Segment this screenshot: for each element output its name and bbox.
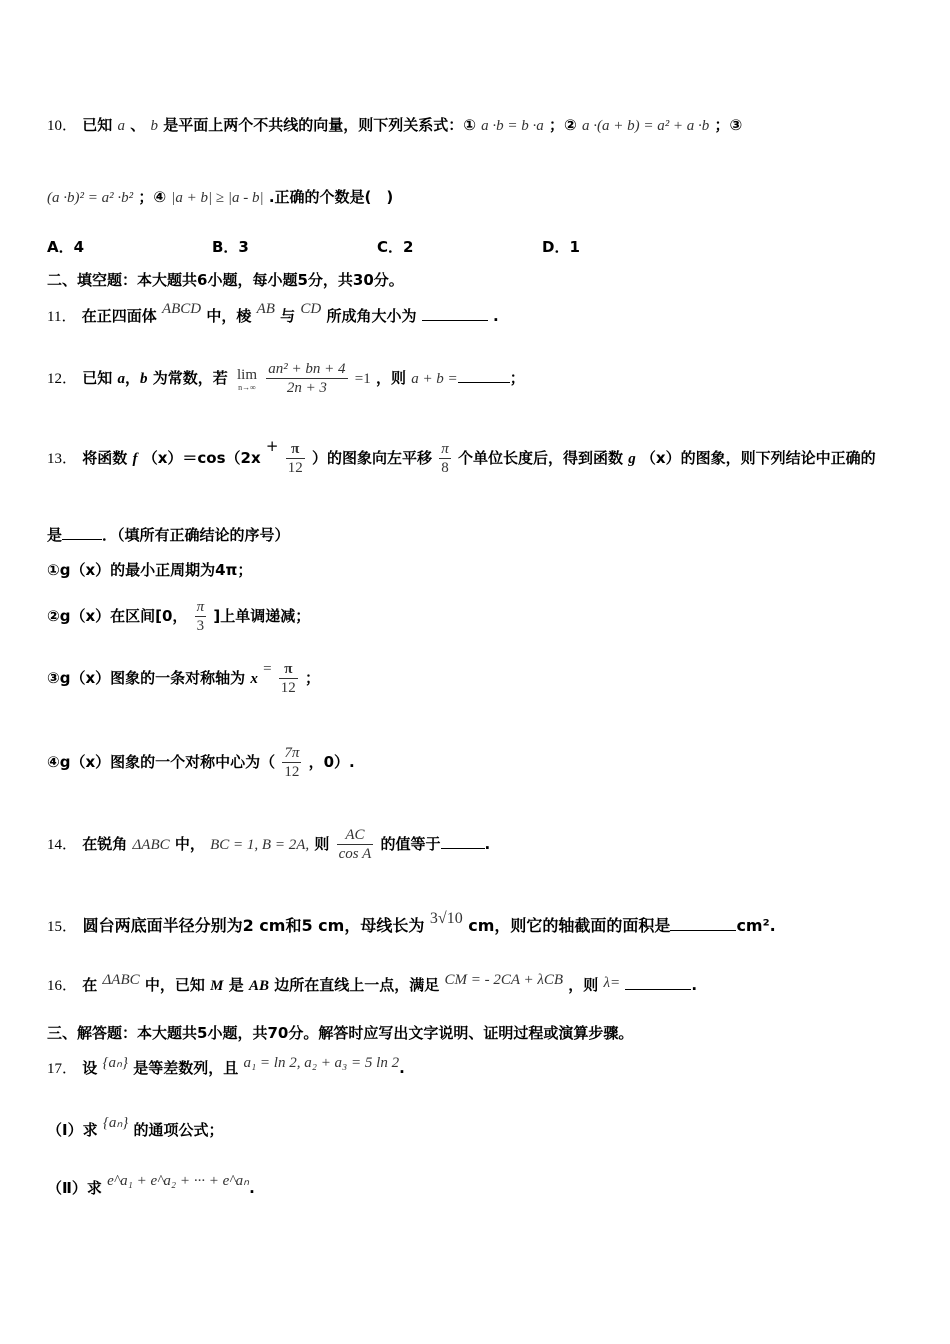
q17-part-2: [47, 1173, 255, 1199]
q10-relation-4: |a + b| ≥ |a - b|: [171, 190, 264, 206]
q13-c2-num: π: [196, 599, 205, 615]
q15: [47, 910, 776, 937]
q13-text-2: （x）＝cos（2x: [142, 449, 261, 467]
q15-text-2: cm，则它的轴截面的面积是: [468, 916, 671, 935]
q15-text-1: 圆台两底面半径分别为2 cm和5 cm，母线长为: [82, 916, 425, 935]
q10-semi-2: ；③: [714, 116, 743, 134]
q13-answer-blank[interactable]: [62, 525, 102, 540]
q16-answer-blank[interactable]: [625, 975, 691, 990]
q13-c4-den: 12: [284, 764, 300, 780]
q12-b: b: [140, 371, 148, 387]
q13-c3-frac: [279, 660, 298, 697]
q10-tail: .正确的个数是( ): [268, 188, 394, 206]
q13-line2-b: ．（填所有正确结论的序号）: [102, 526, 290, 544]
q10-sep: 、: [130, 116, 146, 134]
q14-number: 14．: [47, 837, 78, 853]
q17: [47, 1055, 405, 1079]
q14-numerator: AC: [337, 826, 374, 845]
q13-shift-den: 8: [441, 460, 449, 476]
q14-text-3: 则: [314, 835, 330, 853]
q16-text-3: 是: [228, 976, 244, 994]
q14-text-4: 的值等于: [380, 835, 441, 853]
q12-lim-word: lim: [237, 366, 258, 383]
q13-text-4: 个单位长度后，得到函数: [457, 449, 623, 467]
q11-text-3: 与: [280, 307, 296, 325]
q16-number: 16．: [47, 978, 78, 994]
q10-vec-b: b: [150, 118, 158, 134]
q12-comma: ，: [125, 369, 141, 387]
q16: [47, 972, 698, 996]
q13-phase-den: 12: [287, 460, 303, 476]
q10-option-b: B．3: [212, 238, 249, 256]
q10-text-2: 是平面上两个不共线的向量，则下列关系式：①: [163, 116, 476, 134]
q17-p1-b: 的通项公式；: [133, 1121, 224, 1139]
section-2-heading: 二、填空题：本大题共6小题，每小题5分，共30分。: [47, 271, 404, 289]
q17-number: 17．: [47, 1061, 78, 1077]
q16-triangle: ΔABC: [102, 972, 140, 988]
q13-c4-num: 7π: [284, 745, 300, 761]
q12-text-3: ，则: [375, 369, 406, 387]
q12-sum: a + b =: [411, 371, 458, 387]
q13-choice-2: [47, 598, 310, 635]
q13-g: g: [628, 451, 636, 467]
q13-c2-frac: [195, 598, 207, 635]
q12-eq: =1: [354, 371, 371, 387]
q10-number: 10．: [47, 118, 78, 134]
q12-limit: [235, 366, 259, 392]
q13-c2-a: ②g（x）在区间[0，: [47, 607, 188, 625]
q13-text-3: ）的图象向左平移: [311, 449, 432, 467]
q12-text-1: 已知: [82, 369, 113, 387]
q13-phase-num: π: [286, 440, 305, 459]
q13-f: f: [132, 451, 138, 467]
q12-numerator: an² + bn + 4: [268, 361, 346, 377]
q17-p1-a: （Ⅰ）求: [47, 1121, 98, 1139]
q14: [47, 826, 490, 863]
q12-lim-sub: n→∞: [238, 382, 256, 392]
q12-answer-blank[interactable]: [458, 368, 510, 383]
q13: [47, 437, 876, 477]
q16-lambda: λ=: [603, 975, 621, 991]
q10-semi-3: ；④: [138, 188, 167, 206]
q13-c3-eq: =: [263, 661, 272, 677]
q16-text-5: ，则: [568, 976, 599, 994]
q16-text-4: 边所在直线上一点，满足: [274, 976, 440, 994]
q13-line2-a: 是: [47, 526, 63, 544]
q17-condition: a₁ = ln 2, a₂ + a₃ = 5 ln 2: [243, 1055, 400, 1071]
q11-number: 11．: [47, 309, 77, 325]
q11-abcd: ABCD: [161, 301, 202, 317]
q10-relation-1: a ·b = b ·a: [481, 118, 544, 134]
q14-text-1: 在锐角: [82, 835, 128, 853]
q17-p2-sum: e^a₁ + e^a₂ + ··· + e^aₙ: [107, 1173, 250, 1189]
q14-triangle: ΔABC: [132, 837, 170, 853]
q13-c3-x: x: [250, 671, 258, 687]
q13-text-5: （x）的图象，则下列结论中正确的: [640, 449, 876, 467]
q15-number: 15．: [47, 919, 78, 935]
q13-choice-4: [47, 744, 355, 781]
q11: [47, 301, 499, 327]
q13-shift-num: π: [441, 441, 449, 457]
q17-sequence: {aₙ}: [102, 1055, 128, 1071]
q13-c3-b: ；: [305, 669, 321, 687]
q17-p2-period: .: [249, 1179, 255, 1197]
q16-text-1: 在: [82, 976, 98, 994]
q14-fraction: [337, 826, 374, 863]
q10-relation-2: a ·(a + b) = a² + a ·b: [581, 118, 710, 134]
q13-choice-1: ①g（x）的最小正周期为4π；: [47, 561, 253, 579]
q14-text-2: 中，: [174, 835, 205, 853]
q10-option-c: C．2: [377, 238, 414, 256]
q10-option-d: D．1: [542, 238, 580, 256]
q13-line2: [47, 525, 290, 545]
q11-ab: AB: [256, 301, 275, 317]
q12: [47, 360, 525, 397]
q13-choice-3: [47, 660, 320, 697]
q11-text-4: 所成角大小为: [326, 307, 417, 325]
q11-text-1: 在正四面体: [81, 307, 157, 325]
q12-denominator: 2n + 3: [286, 380, 327, 396]
q16-period: .: [691, 976, 698, 994]
q11-text-2: 中，棱: [206, 307, 252, 325]
q10-text-1: 已知: [82, 116, 113, 134]
q12-semicolon: ；: [509, 369, 525, 387]
q11-cd: CD: [300, 301, 322, 317]
q10-line1: [47, 115, 742, 136]
q16-M: M: [210, 978, 224, 994]
q13-c2-b: ]上单调递减；: [213, 607, 311, 625]
q13-c3-a: ③g（x）图象的一条对称轴为: [47, 669, 246, 687]
q10-semi-1: ；②: [549, 116, 577, 134]
q14-period: .: [484, 835, 491, 853]
q13-c3-num: π: [279, 660, 298, 679]
q13-phase: [286, 440, 305, 477]
q10-relation-3: (a ·b)² = a² ·b²: [47, 190, 134, 206]
q12-number: 12．: [47, 371, 78, 387]
q13-number: 13．: [47, 451, 78, 467]
q11-answer-blank[interactable]: [422, 306, 488, 321]
q13-shift: [439, 440, 451, 477]
q12-text-2: 为常数，若: [152, 369, 228, 387]
q10-line2: [47, 187, 393, 208]
section-3-heading: 三、解答题：本大题共5小题，共70分。解答时应写出文字说明、证明过程或演算步骤。: [47, 1024, 634, 1042]
q17-period: .: [399, 1059, 405, 1077]
q13-c4-a: ④g（x）图象的一个对称中心为（: [47, 753, 276, 771]
q16-AB: AB: [248, 978, 269, 994]
q16-text-2: 中，已知: [144, 976, 205, 994]
q13-text-1: 将函数: [82, 449, 128, 467]
q14-condition: BC = 1, B = 2A,: [210, 837, 310, 853]
q17-p1-seq: {aₙ}: [102, 1115, 129, 1131]
q13-plus: +: [265, 437, 279, 455]
q14-answer-blank[interactable]: [441, 834, 485, 849]
q15-length: 3√10: [429, 910, 463, 927]
q12-fraction: [266, 360, 347, 397]
q13-c4-b: ，0）.: [308, 753, 355, 771]
q10-vec-a: a: [117, 118, 125, 134]
q17-part-1: [47, 1115, 224, 1141]
q13-c4-frac: [282, 744, 301, 781]
q10-option-a: A．4: [47, 238, 85, 256]
q17-p2-a: （Ⅱ）求: [47, 1179, 102, 1197]
q12-a: a: [117, 371, 125, 387]
q13-c2-den: 3: [196, 618, 205, 634]
q15-answer-blank[interactable]: [670, 916, 736, 931]
q17-text-2: 是等差数列，且: [133, 1059, 239, 1077]
q13-c3-den: 12: [280, 680, 296, 696]
q15-unit: cm².: [736, 916, 776, 935]
q17-text-1: 设: [82, 1059, 98, 1077]
q16-vector-eq: CM = - 2CA + λCB: [444, 972, 564, 988]
q14-denominator: cos A: [338, 846, 372, 862]
q11-period: .: [492, 307, 499, 325]
